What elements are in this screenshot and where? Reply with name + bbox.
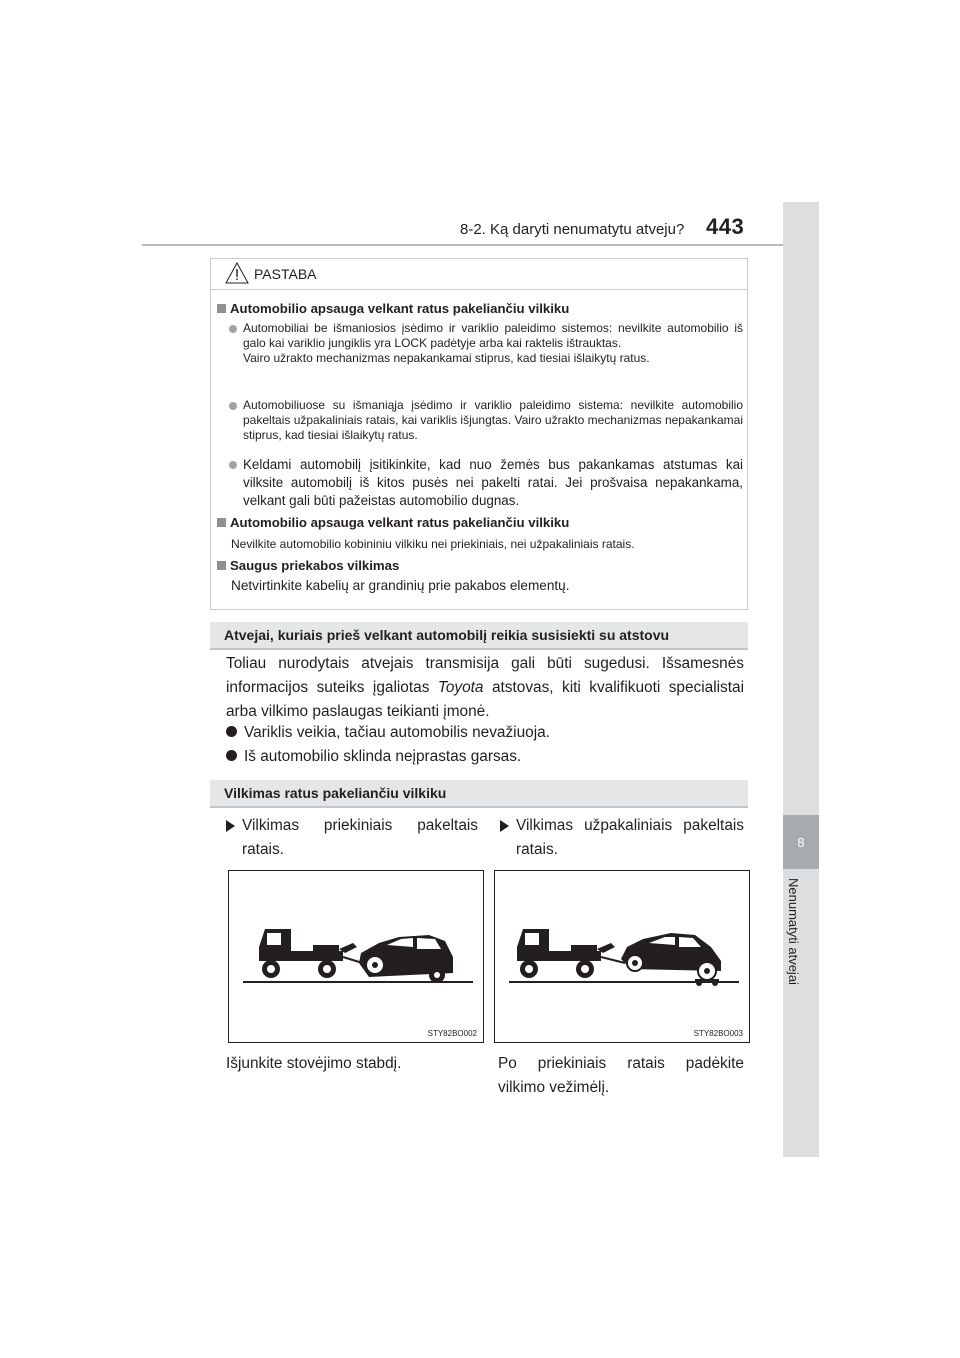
triangle-arrow-icon [500, 820, 509, 832]
notice-heading: Automobilio apsauga velkant ratus pakeliančiu vilkiku [217, 301, 569, 316]
notice-list-item [229, 321, 743, 366]
triangle-arrow-icon [226, 820, 235, 832]
figure-rear-lift [494, 870, 750, 1043]
notice-box [210, 258, 748, 610]
square-bullet-icon [217, 518, 226, 527]
header-divider [142, 244, 818, 246]
tow-truck-front-lift-illustration [229, 871, 483, 1042]
figure-code: STY82BO002 [427, 1029, 477, 1038]
chapter-side-tab [783, 202, 819, 1157]
notice-text: Netvirtinkite kabelių ar grandinių prie pakabos elementų. [231, 578, 570, 593]
notice-item-text: Automobiliuose su išmaniąja įsėdimo ir variklio paleidimo sistema: nevilkite automobilio pakeltais užpakaliniais ratais, kai variklis išjungtas. Vairo užrakto mechanizmas nepakankamai stiprus, kad tiesiai išlaikytų ratus. [243, 398, 744, 442]
bullet-dot-icon [226, 750, 237, 761]
notice-list-item [229, 456, 743, 510]
notice-item-extra: Vairo užrakto mechanizmas nepakankamai stiprus, kad tiesiai išlaikytų ratus. [243, 351, 650, 365]
tow-truck-rear-lift-illustration [495, 871, 749, 1042]
notice-list-item [229, 398, 743, 443]
brand-name: Toyota [437, 679, 484, 696]
notice-item-text: Automobiliai be išmaniosios įsėdimo ir variklio paleidimo sistemos: nevilkite automobilio iš galo kai variklio jungiklis yra LOCK padėtyje arba kai raktelis ištrauktas. [243, 321, 743, 350]
chapter-number-tab: 8 [783, 815, 819, 869]
notice-header [211, 259, 747, 290]
bullet-dot-icon [229, 461, 237, 469]
section-heading: Atvejai, kuriais prieš velkant automobilį reikia susisiekti su atstovu [210, 622, 748, 650]
notice-heading: Automobilio apsauga velkant ratus pakeliančiu vilkiku [217, 515, 569, 530]
page-number: 443 [706, 214, 745, 239]
notice-text: Nevilkite automobilio kobininiu vilkiku nei priekiniais, nei užpakaliniais ratais. [231, 537, 635, 551]
running-header-section: 8-2. Ką daryti nenumatytu atveju? [460, 221, 685, 238]
intro-paragraph: Toliau nurodytais atvejais transmisija gali būti sugedusi. Išsamesnės informacijos suteiks įgaliotas Toyota atstovas, kiti kvalifikuoti specialistai arba vilkimo paslaugas teikianti įmonė. [226, 655, 745, 720]
warning-triangle-icon [225, 262, 249, 284]
section-heading: Vilkimas ratus pakeliančiu vilkiku [210, 780, 748, 808]
subheading-rear: Vilkimas užpakaliniais pakeltais ratais. [500, 814, 744, 862]
bullet-item: Variklis veikia, tačiau automobilis nevažiuoja. [226, 724, 550, 742]
chapter-label: Nenumatyti atvejai [786, 878, 801, 985]
figure-code: STY82BO003 [693, 1029, 743, 1038]
notice-item-text: Keldami automobilį įsitikinkite, kad nuo žemės bus pakankamas atstumas kai vilksite automobilį iš kitos pusės nei pakelti ratai. Jei prošvaisa nepakankama, velkant gali būti pažeistas automobilio dugnas. [243, 457, 743, 508]
figure-front-lift [228, 870, 484, 1043]
notice-title: PASTABA [254, 266, 317, 282]
bullet-dot-icon [229, 325, 237, 333]
notice-heading: Saugus priekabos vilkimas [217, 558, 399, 573]
bullet-dot-icon [229, 402, 237, 410]
square-bullet-icon [217, 304, 226, 313]
bullet-item: Iš automobilio sklinda neįprastas garsas. [226, 748, 521, 766]
subheading-front: Vilkimas priekiniais pakeltais ratais. [226, 814, 478, 862]
caption-rear: Po priekiniais ratais padėkite vilkimo vežimėlį. [498, 1055, 744, 1096]
bullet-dot-icon [226, 726, 237, 737]
square-bullet-icon [217, 561, 226, 570]
caption-front: Išjunkite stovėjimo stabdį. [226, 1055, 402, 1072]
